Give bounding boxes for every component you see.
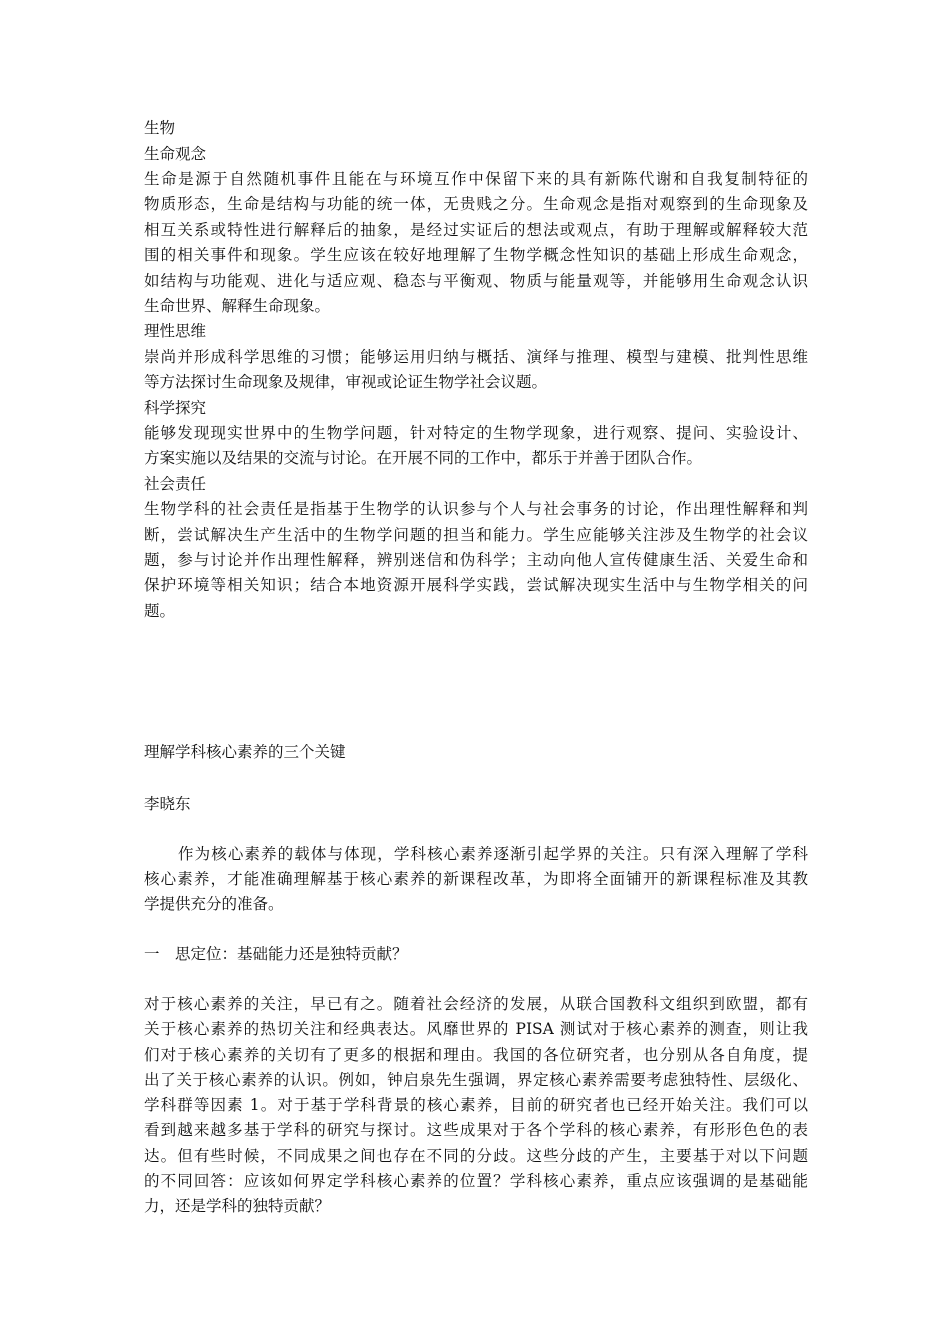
paragraph-line: 题。 (144, 602, 176, 620)
paragraph-line: 生物学科的社会责任是指基于生物学的认识参与个人与社会事务的讨论，作出理性解释和判 (144, 500, 808, 518)
paragraph-line: 崇尚并形成科学思维的习惯；能够运用归纳与概括、演绎与推理、模型与建模、批判性思维 (144, 348, 808, 366)
paragraph-line: 相互关系或特性进行解释后的抽象，是经过实证后的想法或观点，有助于理解或解释较大范 (144, 221, 808, 239)
paragraph-line: 方案实施以及结果的交流与讨论。在开展不同的工作中，都乐于并善于团队合作。 (144, 449, 703, 467)
paragraph-line: 看到越来越多基于学科的研究与探讨。这些成果对于各个学科的核心素养，有形形色色的表 (144, 1121, 808, 1139)
heading-life-concept: 生命观念 (144, 145, 207, 163)
paragraph-line: 断，尝试解决生产生活中的生物学问题的担当和能力。学生应能够关注涉及生物学的社会议 (144, 526, 808, 544)
paragraph-line: 达。但有些时候，不同成果之间也存在不同的分歧。这些分歧的产生，主要基于对以下问题 (144, 1147, 808, 1165)
paragraph-line: 力，还是学科的独特贡献？ (144, 1197, 331, 1215)
paragraph-line: 如结构与功能观、进化与适应观、稳态与平衡观、物质与能量观等，并能够用生命观念认识 (144, 272, 808, 290)
heading-scientific-inquiry: 科学探究 (144, 399, 207, 417)
paragraph-line: 物质形态，生命是结构与功能的统一体，无贵贱之分。生命观念是指对观察到的生命现象及 (144, 195, 808, 213)
article-author: 李晓东 (144, 795, 191, 813)
paragraph-line: 作为核心素养的载体与体现，学科核心素养逐渐引起学界的关注。只有深入理解了学科 (178, 845, 808, 863)
paragraph-line: 出了关于核心素养的认识。例如，钟启泉先生强调，界定核心素养需要考虑独特性、层级化、 (144, 1071, 808, 1089)
paragraph-line: 们对于核心素养的关切有了更多的根据和理由。我国的各位研究者，也分别从各自角度，提 (144, 1046, 808, 1064)
paragraph-line: 生命世界、解释生命现象。 (144, 297, 331, 315)
subject-title: 生物 (144, 119, 176, 137)
paragraph-line: 关于核心素养的热切关注和经典表达。风靡世界的 PISA 测试对于核心素养的测查，则让我 (144, 1020, 808, 1038)
paragraph-line: 题，参与讨论并作出理性解释，辨别迷信和伪科学；主动向他人宣传健康生活、关爱生命和 (144, 551, 808, 569)
paragraph-line: 学提供充分的准备。 (144, 895, 284, 913)
paragraph-line: 等方法探讨生命现象及规律，审视或论证生物学社会议题。 (144, 373, 548, 391)
paragraph-line: 生命是源于自然随机事件且能在与环境互作中保留下来的具有新陈代谢和自我复制特征的 (144, 170, 808, 188)
article-title: 理解学科核心素养的三个关键 (144, 743, 346, 761)
paragraph-line: 保护环境等相关知识；结合本地资源开展科学实践，尝试解决现实生活中与生物学相关的问 (144, 576, 808, 594)
heading-rational-thinking: 理性思维 (144, 322, 207, 340)
paragraph-line: 学科群等因素 1。对于基于学科背景的核心素养，目前的研究者也已经开始关注。我们可以 (144, 1096, 808, 1114)
paragraph-line: 的不同回答：应该如何界定学科核心素养的位置？学科核心素养，重点应该强调的是基础能 (144, 1172, 808, 1190)
paragraph-line: 能够发现现实世界中的生物学问题，针对特定的生物学现象，进行观察、提问、实验设计、 (144, 424, 808, 442)
section-heading-1: 一 思定位：基础能力还是独特贡献？ (144, 945, 408, 963)
paragraph-line: 核心素养，才能准确理解基于核心素养的新课程改革，为即将全面铺开的新课程标准及其教 (144, 870, 808, 888)
paragraph-line: 对于核心素养的关注，早已有之。随着社会经济的发展，从联合国教科文组织到欧盟，都有 (144, 995, 808, 1013)
heading-social-responsibility: 社会责任 (144, 475, 207, 493)
paragraph-line: 围的相关事件和现象。学生应该在较好地理解了生物学概念性知识的基础上形成生命观念， (144, 246, 808, 264)
